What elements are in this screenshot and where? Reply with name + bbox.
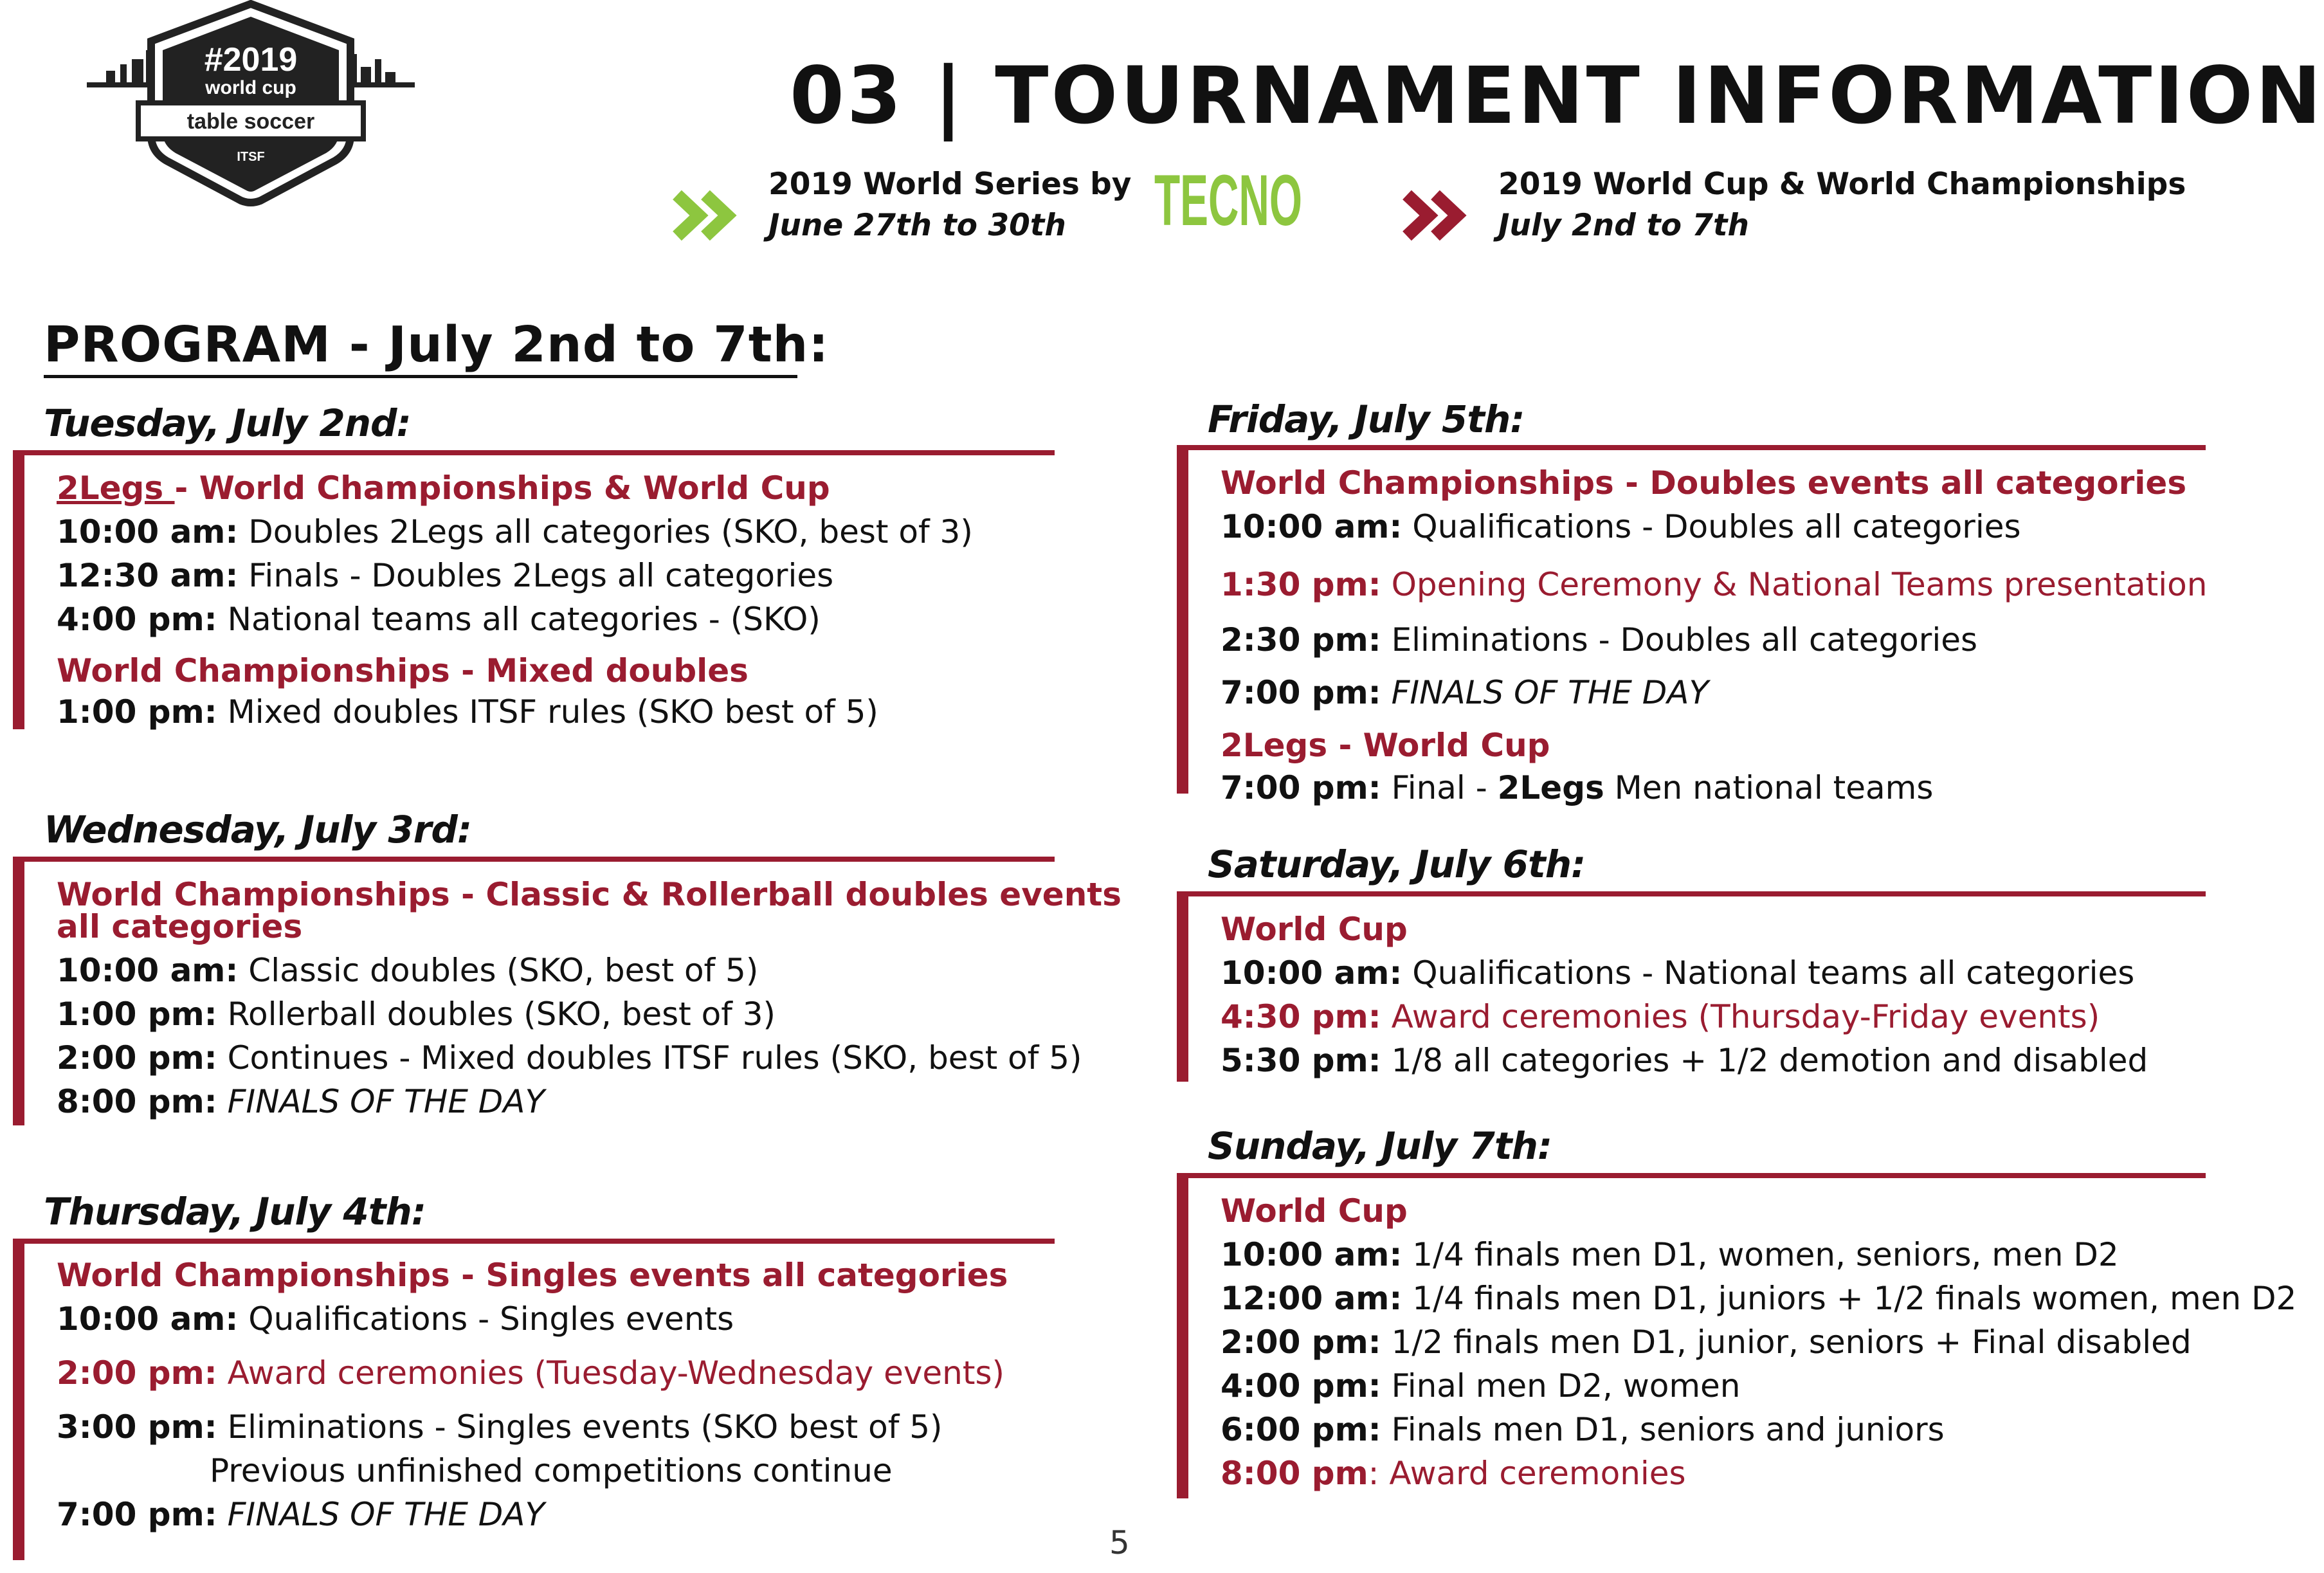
schedule-item: 6:00 pm: Finals men D1, seniors and juniors [1221, 1411, 1945, 1448]
schedule-item: 12:30 am: Finals - Doubles 2Legs all categories [57, 557, 834, 594]
double-chevron-green-icon [672, 183, 743, 248]
schedule-item: 10:00 am: Qualifications - Doubles all categories [1221, 508, 2021, 545]
double-chevron-red-icon [1402, 183, 1473, 248]
schedule-item: 2:00 pm: Award ceremonies (Tuesday-Wednesday events) [57, 1354, 1005, 1392]
program-title: PROGRAM - July 2nd to 7th: [44, 316, 830, 374]
section-header: World Championships - Doubles events all categories [1221, 464, 2187, 502]
schedule-item: 1:00 pm: Rollerball doubles (SKO, best of 3) [57, 996, 776, 1033]
schedule-item: 5:30 pm: 1/8 all categories + 1/2 demotion and disabled [1221, 1042, 2148, 1079]
schedule-item: 3:00 pm: Eliminations - Singles events (SKO best of 5) [57, 1408, 943, 1446]
day-box-tuesday [13, 450, 1055, 729]
program-title-underline [44, 375, 797, 378]
section-header: World Championships - Mixed doubles [57, 652, 749, 689]
day-title-saturday: Saturday, July 6th: [1208, 842, 1586, 886]
page-number: 5 [1109, 1524, 1130, 1561]
world-series-title: 2019 World Series by [768, 167, 1132, 202]
tecno-logo [1154, 161, 1302, 251]
schedule-item: 2:00 pm: Continues - Mixed doubles ITSF rules (SKO, best of 5) [57, 1039, 1082, 1077]
schedule-item: 2:00 pm: 1/2 finals men D1, junior, seniors + Final disabled [1221, 1323, 2192, 1361]
day-title-friday: Friday, July 5th: [1208, 397, 1525, 441]
schedule-item: 10:00 am: Qualifications - National teams all categories [1221, 954, 2135, 992]
page-title: 03 | TOURNAMENT INFORMATION [790, 50, 2324, 141]
schedule-item: 1:30 pm: Opening Ceremony & National Teams presentation [1221, 566, 2208, 603]
day-title-wednesday: Wednesday, July 3rd: [44, 808, 472, 851]
world-series-info [672, 164, 1131, 248]
logo-subtitle: world cup [205, 77, 296, 98]
logo-org: ITSF [237, 150, 265, 164]
day-box-saturday [1177, 891, 2206, 1082]
svg-text:TECNO: TECNO [1154, 160, 1302, 241]
schedule-item: 4:30 pm: Award ceremonies (Thursday-Friday events) [1221, 998, 2100, 1035]
schedule-item: 7:00 pm: Final - 2Legs Men national teams [1221, 769, 1934, 806]
day-title-thursday: Thursday, July 4th: [44, 1190, 426, 1233]
schedule-item: 8:00 pm: FINALS OF THE DAY [57, 1083, 545, 1120]
logo-banner-text: table soccer [186, 109, 315, 134]
schedule-item: 10:00 am: Qualifications - Singles events [57, 1300, 734, 1338]
day-box-friday [1177, 445, 2208, 806]
logo-title: #2019 [204, 41, 298, 78]
world-cup-info [1402, 164, 2186, 248]
schedule-item: 10:00 am: Doubles 2Legs all categories (SKO, best of 3) [57, 513, 973, 550]
schedule-item: 2:30 pm: Eliminations - Doubles all categories [1221, 621, 1978, 659]
schedule-item: 7:00 pm: FINALS OF THE DAY [57, 1496, 545, 1533]
section-header: World Championships - Classic & Rollerball doubles events [57, 876, 1121, 913]
section-header-cont: all categories [57, 908, 303, 945]
day-title-tuesday: Tuesday, July 2nd: [44, 401, 411, 445]
schedule-item: 4:00 pm: Final men D2, women [1221, 1367, 1741, 1405]
schedule-item: 8:00 pm: Award ceremonies [1221, 1455, 1686, 1492]
world-cup-title: 2019 World Cup & World Championships [1498, 167, 2186, 202]
schedule-item: 4:00 pm: National teams all categories - (SKO) [57, 601, 821, 638]
schedule-item: 10:00 am: 1/4 finals men D1, women, seniors, men D2 [1221, 1236, 2119, 1273]
section-header: 2Legs - World Cup [1221, 727, 1550, 764]
schedule-item-cont: Previous unfinished competitions continue [210, 1452, 893, 1489]
section-header: World Cup [1221, 1192, 1408, 1230]
schedule-item: 10:00 am: Classic doubles (SKO, best of 5) [57, 952, 759, 989]
day-box-thursday [13, 1239, 1055, 1560]
schedule-item: 12:00 am: 1/4 finals men D1, juniors + 1/2 finals women, men D2 [1221, 1280, 2297, 1317]
world-cup-logo [87, 0, 415, 205]
section-header: World Championships - Singles events all categories [57, 1257, 1008, 1294]
section-header: 2Legs - World Championships & World Cup [57, 469, 830, 507]
day-box-sunday [1177, 1173, 2297, 1498]
day-box-wednesday [13, 857, 1121, 1125]
world-cup-dates: July 2nd to 7th [1498, 208, 1749, 243]
section-header: World Cup [1221, 911, 1408, 948]
schedule-item: 1:00 pm: Mixed doubles ITSF rules (SKO best of 5) [57, 693, 878, 731]
day-title-sunday: Sunday, July 7th: [1208, 1124, 1552, 1168]
world-series-dates: June 27th to 30th [768, 208, 1066, 243]
schedule-item: 7:00 pm: FINALS OF THE DAY [1221, 674, 1709, 711]
